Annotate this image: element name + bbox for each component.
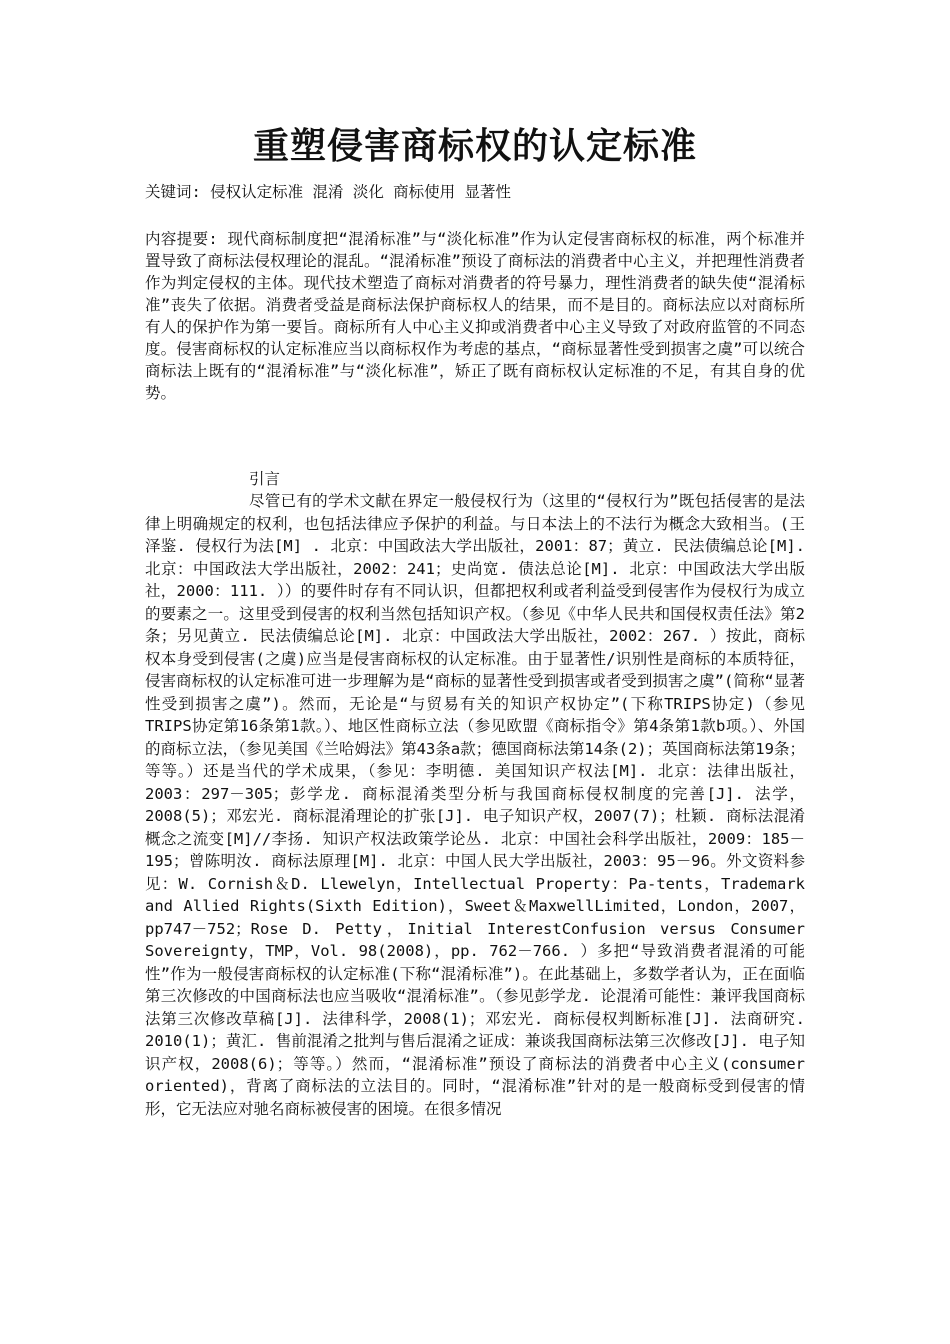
document-title: 重塑侵害商标权的认定标准 xyxy=(252,125,697,167)
body-paragraph: 尽管已有的学术文献在界定一般侵权行为（这里的“侵权行为”既包括侵害的是法律上明确规定的权利，也包括法律应予保护的利益。与日本法上的不法行为概念大致相当。(王泽鉴. 侵权行为法[M] . 北京：中国政法大学出版社，2001：87；黄立. 民法债编总论[M]. 北京：中国政法大学出版社，2002：241；史尚宽. 债法总论[M]. 北京：中国政法大学出版社，2000：111. ））的要件时存有不同认识，但都把权利或者利益受到侵害作为侵权行为成立的要素之一。这里受到侵害的权利当然包括知识产权。（参见《中华人民共和国侵权责任法》第2条；另见黄立. 民法债编总论[M]. 北京：中国政法大学出版社，2002：267. ）按此，商标权本身受到侵害(之虞)应当是侵害商标权的认定标准。由于显著性/识别性是商标的本质特征，侵害商标权的认定标准可进一步理解为是“商标的显著性受到损害或者受到损害之虞”(简称“显著性受到损害之虞”)。然而，无论是“与贸易有关的知识产权协定”(下称TRIPS协定)（参见TRIPS协定第16条第1款。）、地区性商标立法（参见欧盟《商标指令》第4条第1款b项。）、外国的商标立法，（参见美国《兰哈姆法》第43条a款；德国商标法第14条(2)；英国商标法第19条；等等。）还是当代的学术成果，（参见：李明德. 美国知识产权法[M]. 北京：法律出版社，2003：297－305；彭学龙. 商标混淆类型分析与我国商标侵权制度的完善[J]. 法学，2008(5)；邓宏光. 商标混淆理论的扩张[J]. 电子知识产权，2007(7)；杜颖. 商标法混淆概念之流变[M]//李扬. 知识产权法政策学论丛. 北京：中国社会科学出版社，2009：185－195；曾陈明汝. 商标法原理[M]. 北京：中国人民大学出版社，2003：95－96。外文资料参见：W. Cornish＆D. Llewelyn，Intellectual Property：Pa-tents，Trademark and Allied Rights(Sixth Edition)，Sweet＆MaxwellLimited，London，2007，pp747－752；Rose D. Petty，Initial InterestConfusion versus Consumer Sovereignty，TMP，Vol. 98(2008)，pp. 762－766. ）多把“导致消费者混淆的可能性”作为一般侵害商标权的认定标准(下称“混淆标准”)。在此基础上，多数学者认为，正在面临第三次修改的中国商标法也应当吸收“混淆标准”。（参见彭学龙. 论混淆可能性：兼评我国商标法第三次修改草稿[J]. 法律科学，2008(1)；邓宏光. 商标侵权判断标准[J]. 法商研究. 2010(1)；黄汇. 售前混淆之批判与售后混淆之证成：兼谈我国商标法第三次修改[J]. 电子知识产权，2008(6)；等等。）然而，“混淆标准”预设了商标法的消费者中心主义(consumer oriented)，背离了商标法的立法目的。同时，“混淆标准”针对的是一般商标受到侵害的情形，它无法应对驰名商标被侵害的困境。在很多情况 xyxy=(145,492,805,1118)
abstract-paragraph: 内容提要: 现代商标制度把“混淆标准”与“淡化标准”作为认定侵害商标权的标准，两个标准并置导致了商标法侵权理论的混乱。“混淆标准”预设了商标法的消费者中心主义，并把理性消费者作为判定侵权的主体。现代技术塑造了商标对消费者的符号暴力，理性消费者的缺失使“混淆标准”丧失了依据。消费者受益是商标法保护商标权人的结果，而不是目的。商标法应以对商标所有人的保护作为第一要旨。商标所有人中心主义抑或消费者中心主义导致了对政府监管的不同态度。侵害商标权的认定标准应当以商标权作为考虑的基点，“商标显著性受到损害之虞”可以统合商标法上既有的“混淆标准”与“淡化标准”，矫正了既有商标权认定标准的不足，有其自身的优势。 xyxy=(145,230,805,402)
section-heading: 引言 xyxy=(249,470,281,488)
keywords-line: 关键词: 侵权认定标准 混淆 淡化 商标使用 显著性 xyxy=(145,183,511,201)
